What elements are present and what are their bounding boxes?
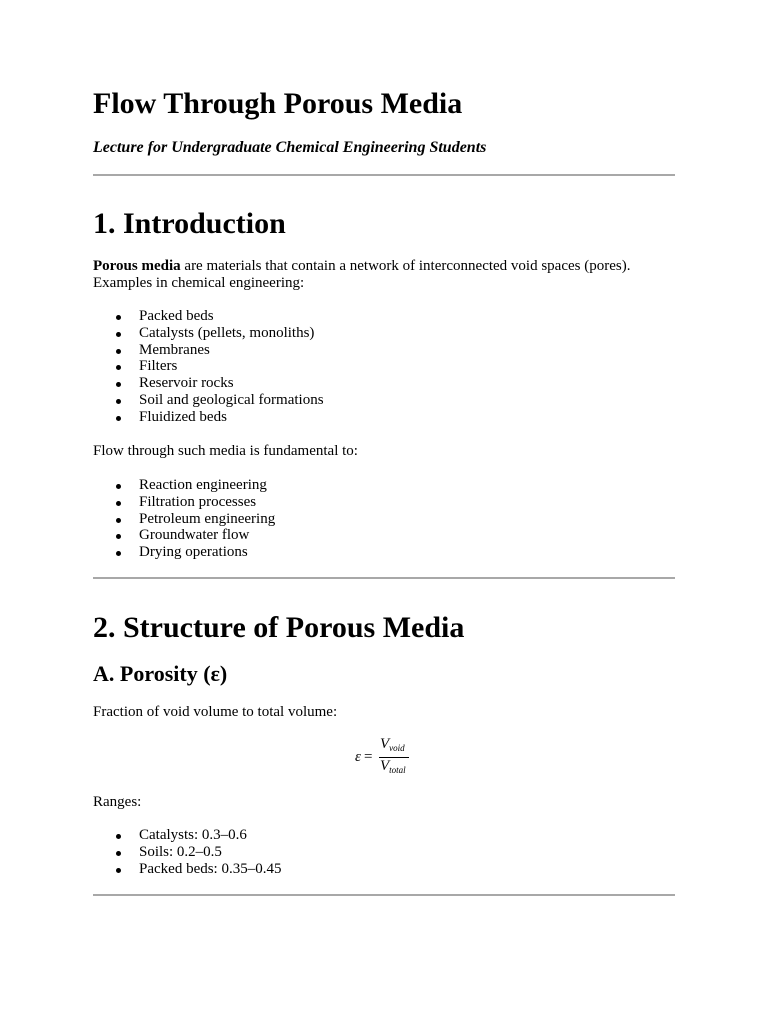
list-item: Packed beds: 0.35–0.45 bbox=[93, 861, 281, 878]
list-item: Drying operations bbox=[93, 544, 275, 561]
document-title: Flow Through Porous Media bbox=[93, 87, 463, 120]
list-item: Soil and geological formations bbox=[93, 392, 324, 409]
section-heading-structure: 2. Structure of Porous Media bbox=[93, 611, 465, 644]
document-subtitle: Lecture for Undergraduate Chemical Engineering Students bbox=[93, 139, 487, 156]
fundamental-paragraph: Flow through such media is fundamental to: bbox=[93, 443, 358, 459]
section-heading-introduction: 1. Introduction bbox=[93, 207, 286, 240]
list-item: Packed beds bbox=[93, 308, 324, 325]
formula-numerator: $V_{void}$ bbox=[380, 736, 405, 753]
divider bbox=[93, 894, 675, 896]
list-item: Filtration processes bbox=[93, 494, 275, 511]
list-item: Reaction engineering bbox=[93, 477, 275, 494]
intro-paragraph bbox=[93, 258, 675, 292]
porosity-formula bbox=[355, 736, 415, 780]
formula-denominator: $V_{total}$ bbox=[380, 758, 406, 775]
ranges-list bbox=[93, 827, 281, 877]
list-item: Petroleum engineering bbox=[93, 511, 275, 528]
list-item: Groundwater flow bbox=[93, 527, 275, 544]
porosity-definition: Fraction of void volume to total volume: bbox=[93, 704, 338, 720]
list-item: Catalysts: 0.3–0.6 bbox=[93, 827, 281, 844]
formula-equals: = bbox=[364, 749, 373, 765]
list-item: Soils: 0.2–0.5 bbox=[93, 844, 281, 861]
ranges-label: Ranges: bbox=[93, 794, 142, 810]
applications-list bbox=[93, 477, 275, 561]
divider bbox=[93, 174, 675, 176]
subsection-heading-porosity: A. Porosity (ε) bbox=[93, 661, 228, 686]
examples-list bbox=[93, 308, 324, 426]
divider bbox=[93, 577, 675, 579]
list-item: Membranes bbox=[93, 342, 324, 359]
list-item: Filters bbox=[93, 358, 324, 375]
list-item: Reservoir rocks bbox=[93, 375, 324, 392]
list-item: Fluidized beds bbox=[93, 409, 324, 426]
list-item: Catalysts (pellets, monoliths) bbox=[93, 325, 324, 342]
porous-media-term: Porous media bbox=[93, 258, 181, 274]
formula-lhs: ε bbox=[355, 749, 361, 765]
intro-text: are materials that contain a network of interconnected void spaces (pores). Examples in chemical engineering: bbox=[93, 258, 631, 291]
